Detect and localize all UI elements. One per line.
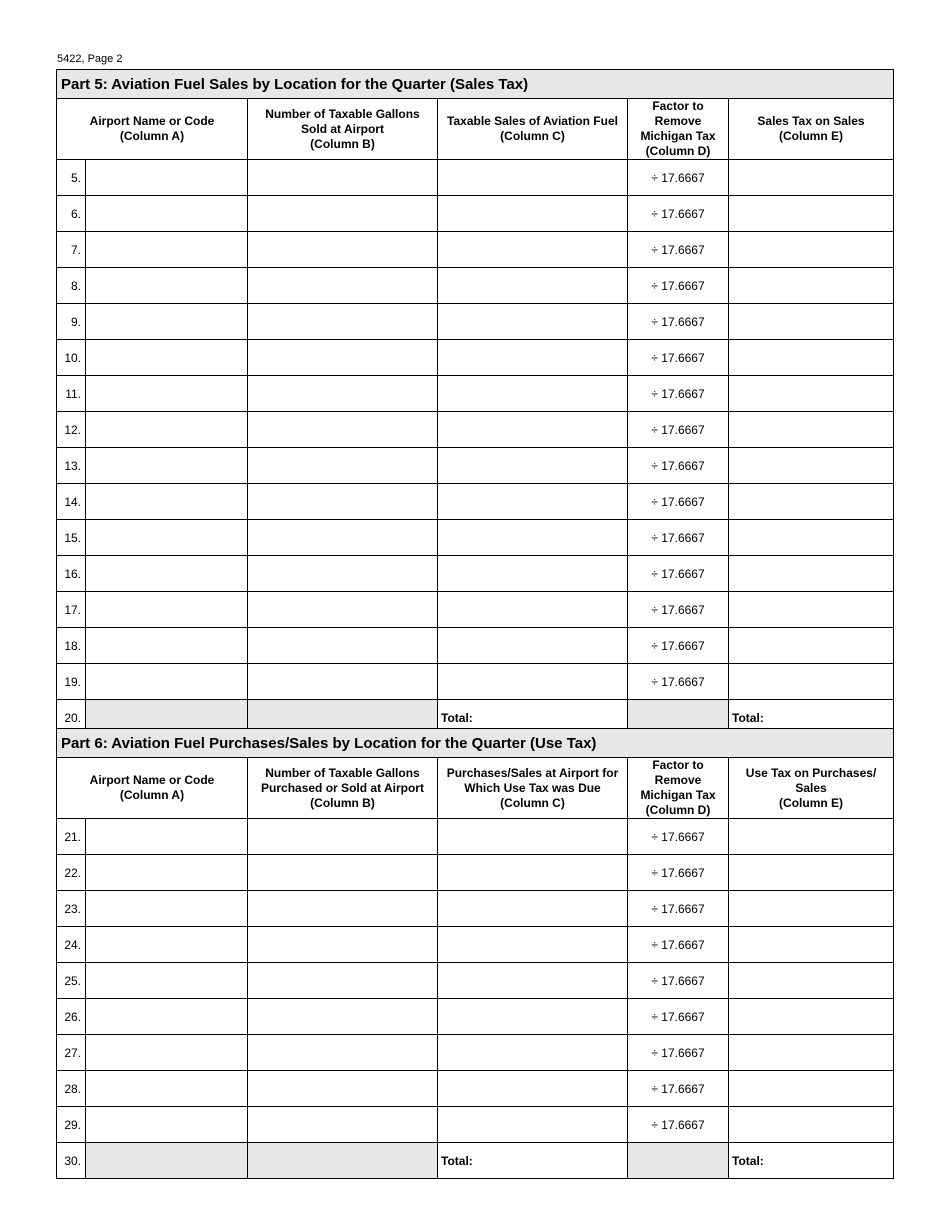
line-number: 20.: [57, 700, 86, 736]
sales-field[interactable]: [438, 664, 628, 700]
sales-field[interactable]: [438, 376, 628, 412]
sales-field[interactable]: [438, 963, 628, 999]
airport-name-field[interactable]: [86, 376, 248, 412]
factor-value: ÷ 17.6667: [628, 484, 729, 520]
shaded-cell: [248, 1143, 438, 1179]
tax-field[interactable]: [729, 927, 894, 963]
factor-value: ÷ 17.6667: [628, 819, 729, 855]
part6-col-e-header-line: Use Tax on Purchases/: [745, 765, 877, 780]
part6-col-c-header-line: Purchases/Sales at Airport for: [446, 765, 619, 780]
table-row: [57, 891, 894, 927]
airport-name-field[interactable]: [86, 927, 248, 963]
line-number: 27.: [57, 1035, 86, 1071]
table-row: [57, 232, 894, 268]
factor-value: ÷ 17.6667: [628, 664, 729, 700]
sales-field[interactable]: [438, 304, 628, 340]
gallons-field[interactable]: [248, 340, 438, 376]
factor-value: ÷ 17.6667: [628, 963, 729, 999]
factor-value: ÷ 17.6667: [628, 196, 729, 232]
part5-title: Part 5: Aviation Fuel Sales by Location for the Quarter (Sales Tax): [57, 70, 894, 99]
part6-col-e-header: [729, 758, 894, 819]
gallons-field[interactable]: [248, 304, 438, 340]
factor-value: ÷ 17.6667: [628, 927, 729, 963]
line-number: 30.: [57, 1143, 86, 1179]
part6-total-c-field[interactable]: Total:: [438, 1143, 628, 1179]
tax-field[interactable]: [729, 196, 894, 232]
part5-col-d-header-line: Michigan Tax: [640, 129, 716, 143]
part5-title-row: [57, 70, 894, 99]
line-number: 18.: [57, 628, 86, 664]
sales-field[interactable]: [438, 1071, 628, 1107]
part6-col-a-header-line: (Column A): [119, 788, 185, 802]
part5-col-b-header-line: Sold at Airport: [301, 121, 384, 136]
factor-value: ÷ 17.6667: [628, 412, 729, 448]
table-row: [57, 412, 894, 448]
tax-field[interactable]: [729, 592, 894, 628]
table-row: [57, 448, 894, 484]
line-number: 7.: [57, 232, 86, 268]
factor-value: ÷ 17.6667: [628, 232, 729, 268]
table-row: [57, 376, 894, 412]
tax-field[interactable]: [729, 664, 894, 700]
sales-field[interactable]: [438, 999, 628, 1035]
part5-col-c-header: [438, 99, 628, 160]
part6-col-e-header-line: Sales: [795, 780, 827, 795]
part5-col-a-header: [57, 99, 248, 160]
table-row: [57, 592, 894, 628]
table-row: [57, 963, 894, 999]
line-number: 17.: [57, 592, 86, 628]
part6-col-e-header-line: (Column E): [779, 795, 844, 810]
part5-total-c-field[interactable]: Total:: [438, 700, 628, 736]
part6-total-row: [57, 1143, 894, 1179]
part6-col-d-header-line: (Column D): [645, 803, 711, 817]
airport-name-field[interactable]: [86, 963, 248, 999]
factor-value: ÷ 17.6667: [628, 268, 729, 304]
tax-field[interactable]: [729, 1107, 894, 1143]
sales-field[interactable]: [438, 927, 628, 963]
table-row: [57, 520, 894, 556]
part5-col-d-header-line: Remove: [654, 114, 702, 128]
sales-field[interactable]: [438, 592, 628, 628]
page-label: 5422, Page 2: [57, 53, 123, 65]
airport-name-field[interactable]: [86, 340, 248, 376]
factor-value: ÷ 17.6667: [628, 556, 729, 592]
part5-col-b-header-line: (Column B): [310, 136, 375, 151]
table-row: [57, 196, 894, 232]
table-row: [57, 927, 894, 963]
sales-field[interactable]: [438, 855, 628, 891]
table-row: [57, 484, 894, 520]
tax-field[interactable]: [729, 232, 894, 268]
sales-field[interactable]: [438, 340, 628, 376]
part5-col-d-header-line: (Column D): [645, 144, 711, 158]
sales-field[interactable]: [438, 268, 628, 304]
tax-field[interactable]: [729, 891, 894, 927]
table-row: [57, 340, 894, 376]
airport-name-field[interactable]: [86, 196, 248, 232]
shaded-cell: [86, 1143, 248, 1179]
sales-field[interactable]: [438, 520, 628, 556]
line-number: 14.: [57, 484, 86, 520]
line-number: 13.: [57, 448, 86, 484]
line-number: 22.: [57, 855, 86, 891]
table-row: [57, 855, 894, 891]
tax-field[interactable]: [729, 304, 894, 340]
gallons-field[interactable]: [248, 448, 438, 484]
factor-value: ÷ 17.6667: [628, 891, 729, 927]
factor-value: ÷ 17.6667: [628, 999, 729, 1035]
line-number: 6.: [57, 196, 86, 232]
part5-col-d-header-line: Factor to: [652, 99, 704, 113]
table-row: [57, 268, 894, 304]
line-number: 29.: [57, 1107, 86, 1143]
gallons-field[interactable]: [248, 376, 438, 412]
airport-name-field[interactable]: [86, 664, 248, 700]
table-row: [57, 1035, 894, 1071]
line-number: 15.: [57, 520, 86, 556]
sales-field[interactable]: [438, 1035, 628, 1071]
tax-field[interactable]: [729, 999, 894, 1035]
part5-col-e-header-line: (Column E): [779, 129, 844, 143]
sales-field[interactable]: [438, 448, 628, 484]
airport-name-field[interactable]: [86, 412, 248, 448]
tax-field[interactable]: [729, 963, 894, 999]
table-row: [57, 556, 894, 592]
sales-field[interactable]: [438, 412, 628, 448]
airport-name-field[interactable]: [86, 999, 248, 1035]
part6-table: [56, 728, 894, 1179]
line-number: 16.: [57, 556, 86, 592]
part6-col-a-header: [57, 758, 248, 819]
airport-name-field[interactable]: [86, 448, 248, 484]
sales-field[interactable]: [438, 819, 628, 855]
part6-col-c-header-line: (Column C): [500, 795, 565, 810]
line-number: 19.: [57, 664, 86, 700]
table-row: [57, 999, 894, 1035]
gallons-field[interactable]: [248, 1035, 438, 1071]
sales-field[interactable]: [438, 1107, 628, 1143]
line-number: 23.: [57, 891, 86, 927]
factor-value: ÷ 17.6667: [628, 1107, 729, 1143]
tax-field[interactable]: [729, 448, 894, 484]
line-number: 28.: [57, 1071, 86, 1107]
factor-value: ÷ 17.6667: [628, 628, 729, 664]
airport-name-field[interactable]: [86, 1107, 248, 1143]
part5-col-a-header-line: Airport Name or Code: [89, 114, 215, 128]
part5-header-row: [57, 99, 894, 160]
tax-field[interactable]: [729, 855, 894, 891]
table-row: [57, 1071, 894, 1107]
gallons-field[interactable]: [248, 196, 438, 232]
airport-name-field[interactable]: [86, 628, 248, 664]
airport-name-field[interactable]: [86, 232, 248, 268]
factor-value: ÷ 17.6667: [628, 340, 729, 376]
shaded-cell: [628, 1143, 729, 1179]
line-number: 10.: [57, 340, 86, 376]
airport-name-field[interactable]: [86, 520, 248, 556]
airport-name-field[interactable]: [86, 160, 248, 196]
tax-field[interactable]: [729, 819, 894, 855]
gallons-field[interactable]: [248, 268, 438, 304]
tax-field[interactable]: [729, 376, 894, 412]
table-row: [57, 628, 894, 664]
sales-field[interactable]: [438, 628, 628, 664]
part6-col-d-header: [628, 758, 729, 819]
table-row: [57, 819, 894, 855]
tax-field[interactable]: [729, 556, 894, 592]
part6-col-c-header-line: Which Use Tax was Due: [464, 780, 601, 795]
part5-col-b-header: [248, 99, 438, 160]
airport-name-field[interactable]: [86, 592, 248, 628]
gallons-field[interactable]: [248, 520, 438, 556]
airport-name-field[interactable]: [86, 1071, 248, 1107]
tax-field[interactable]: [729, 1071, 894, 1107]
part5-col-c-header-line: Taxable Sales of Aviation Fuel: [447, 114, 618, 128]
line-number: 11.: [57, 376, 86, 412]
part6-col-d-header-line: Michigan Tax: [640, 788, 716, 802]
gallons-field[interactable]: [248, 1107, 438, 1143]
part5-col-e-header-line: Sales Tax on Sales: [757, 114, 865, 128]
gallons-field[interactable]: [248, 556, 438, 592]
tax-field[interactable]: [729, 160, 894, 196]
factor-value: ÷ 17.6667: [628, 855, 729, 891]
airport-name-field[interactable]: [86, 819, 248, 855]
part6-title-row: [57, 729, 894, 758]
part5-total-e-field[interactable]: Total:: [729, 700, 894, 736]
airport-name-field[interactable]: [86, 855, 248, 891]
part6-col-b-header: [248, 758, 438, 819]
part5-col-c-header-line: (Column C): [500, 129, 565, 143]
gallons-field[interactable]: [248, 484, 438, 520]
part5-col-e-header: [729, 99, 894, 160]
part6-col-a-header-line: Airport Name or Code: [89, 773, 215, 787]
tax-field[interactable]: [729, 268, 894, 304]
line-number: 26.: [57, 999, 86, 1035]
part6-col-c-header: [438, 758, 628, 819]
line-number: 5.: [57, 160, 86, 196]
line-number: 25.: [57, 963, 86, 999]
gallons-field[interactable]: [248, 927, 438, 963]
gallons-field[interactable]: [248, 232, 438, 268]
tax-field[interactable]: [729, 628, 894, 664]
factor-value: ÷ 17.6667: [628, 160, 729, 196]
factor-value: ÷ 17.6667: [628, 1035, 729, 1071]
airport-name-field[interactable]: [86, 891, 248, 927]
factor-value: ÷ 17.6667: [628, 376, 729, 412]
line-number: 8.: [57, 268, 86, 304]
airport-name-field[interactable]: [86, 484, 248, 520]
tax-field[interactable]: [729, 1035, 894, 1071]
sales-field[interactable]: [438, 232, 628, 268]
airport-name-field[interactable]: [86, 304, 248, 340]
tax-field[interactable]: [729, 340, 894, 376]
gallons-field[interactable]: [248, 855, 438, 891]
factor-value: ÷ 17.6667: [628, 592, 729, 628]
part6-col-b-header-line: Purchased or Sold at Airport: [261, 780, 424, 795]
gallons-field[interactable]: [248, 1071, 438, 1107]
table-row: [57, 304, 894, 340]
part5-col-b-header-line: Number of Taxable Gallons: [265, 106, 420, 121]
line-number: 24.: [57, 927, 86, 963]
factor-value: ÷ 17.6667: [628, 448, 729, 484]
tax-field[interactable]: [729, 520, 894, 556]
tax-field[interactable]: [729, 412, 894, 448]
part5-table: [56, 69, 894, 736]
part5-col-d-header: [628, 99, 729, 160]
airport-name-field[interactable]: [86, 556, 248, 592]
part6-col-d-header-line: Remove: [654, 773, 702, 787]
part6-col-b-header-line: (Column B): [310, 795, 375, 810]
part6-col-b-header-line: Number of Taxable Gallons: [265, 765, 420, 780]
tax-field[interactable]: [729, 484, 894, 520]
table-row: [57, 1107, 894, 1143]
part6-col-d-header-line: Factor to: [652, 758, 704, 772]
gallons-field[interactable]: [248, 412, 438, 448]
part6-total-e-field[interactable]: Total:: [729, 1143, 894, 1179]
part6-title: Part 6: Aviation Fuel Purchases/Sales by Location for the Quarter (Use Tax): [57, 729, 894, 758]
sales-field[interactable]: [438, 160, 628, 196]
part6-header-row: [57, 758, 894, 819]
sales-field[interactable]: [438, 196, 628, 232]
part5-col-a-header-line: (Column A): [119, 129, 185, 143]
gallons-field[interactable]: [248, 891, 438, 927]
gallons-field[interactable]: [248, 963, 438, 999]
gallons-field[interactable]: [248, 160, 438, 196]
gallons-field[interactable]: [248, 592, 438, 628]
sales-field[interactable]: [438, 484, 628, 520]
table-row: [57, 160, 894, 196]
factor-value: ÷ 17.6667: [628, 1071, 729, 1107]
line-number: 12.: [57, 412, 86, 448]
line-number: 21.: [57, 819, 86, 855]
sales-field[interactable]: [438, 556, 628, 592]
sales-field[interactable]: [438, 891, 628, 927]
factor-value: ÷ 17.6667: [628, 304, 729, 340]
airport-name-field[interactable]: [86, 1035, 248, 1071]
gallons-field[interactable]: [248, 628, 438, 664]
airport-name-field[interactable]: [86, 268, 248, 304]
factor-value: ÷ 17.6667: [628, 520, 729, 556]
line-number: 9.: [57, 304, 86, 340]
gallons-field[interactable]: [248, 664, 438, 700]
gallons-field[interactable]: [248, 999, 438, 1035]
gallons-field[interactable]: [248, 819, 438, 855]
table-row: [57, 664, 894, 700]
